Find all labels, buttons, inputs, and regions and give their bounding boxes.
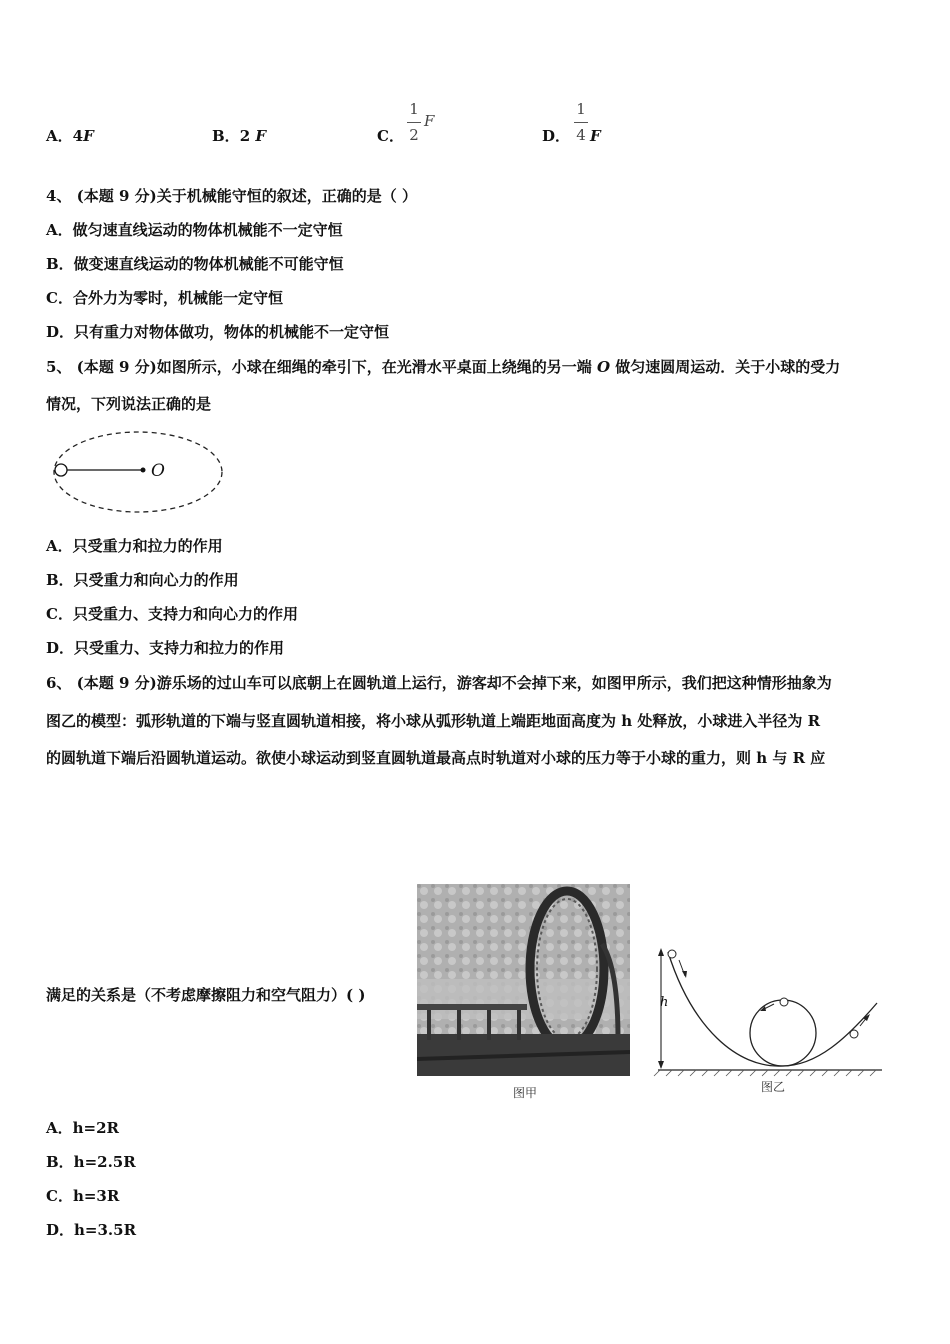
height-label-h: h (660, 995, 669, 1010)
q3-option-a: A．4F (46, 127, 94, 145)
q4-option-d: D．只有重力对物体做功，物体的机械能不一定守恒 (46, 323, 390, 341)
roller-coaster-photo (417, 884, 630, 1076)
q6-option-a: A．h=2R (46, 1119, 120, 1137)
q5-stem-line1: 5、 (本题 9 分)如图所示，小球在细绳的牵引下，在光滑水平桌面上绕绳的另一端 O 做匀速圆周运动．关于小球的受力 (46, 358, 841, 376)
q3-c-fraction-bar (407, 122, 421, 123)
q6-option-b: B．h=2.5R (46, 1153, 136, 1171)
caption-figure-b: 图乙 (761, 1080, 786, 1094)
loop-track-diagram (652, 938, 887, 1078)
q6-stem-line3: 的圆轨道下端后沿圆轨道运动。欲使小球运动到竖直圆轨道最高点时轨道对小球的压力等于小球的重力，则 h 与 R 应 (46, 749, 826, 767)
q3-d-var: F (590, 127, 601, 145)
q4-option-b: B．做变速直线运动的物体机械能不可能守恒 (46, 255, 344, 273)
q5-option-d: D．只受重力、支持力和拉力的作用 (46, 639, 285, 657)
q5-option-b: B．只受重力和向心力的作用 (46, 571, 239, 589)
q3-c-numerator: 1 (409, 100, 419, 118)
q3-option-d: D． (542, 127, 571, 145)
q3-d-denominator: 4 (576, 126, 586, 144)
q6-option-d: D．h=3.5R (46, 1221, 137, 1239)
q4-stem: 4、 (本题 9 分)关于机械能守恒的叙述，正确的是（ ） (46, 187, 417, 205)
q4-option-c: C．合外力为零时，机械能一定守恒 (46, 289, 283, 307)
q5-circular-motion-figure (48, 428, 233, 518)
q3-c-denominator: 2 (409, 126, 419, 144)
q5-option-c: C．只受重力、支持力和向心力的作用 (46, 605, 298, 623)
q3-c-var: F (424, 112, 435, 130)
q3-d-fraction-bar (574, 122, 588, 123)
q3-option-b: B．2 F (212, 127, 267, 145)
q6-option-c: C．h=3R (46, 1187, 120, 1205)
q3-option-c: C． (377, 127, 404, 145)
q5-stem-line2: 情况，下列说法正确的是 (46, 395, 212, 413)
q4-option-a: A．做匀速直线运动的物体机械能不一定守恒 (46, 221, 343, 239)
q5-figure-label-o: O (151, 461, 165, 481)
caption-figure-a: 图甲 (513, 1086, 538, 1100)
q6-stem-line4: 满足的关系是（不考虑摩擦阻力和空气阻力）( ) (46, 986, 366, 1004)
q6-stem-line2: 图乙的模型：弧形轨道的下端与竖直圆轨道相接，将小球从弧形轨道上端距地面高度为 h 处释放，小球进入半径为 R (46, 712, 821, 730)
q6-stem-line1: 6、 (本题 9 分)游乐场的过山车可以底朝上在圆轨道上运行，游客却不会掉下来，如图甲所示，我们把这种情形抽象为 (46, 674, 832, 692)
q5-option-a: A．只受重力和拉力的作用 (46, 537, 223, 555)
q3-d-numerator: 1 (576, 100, 586, 118)
